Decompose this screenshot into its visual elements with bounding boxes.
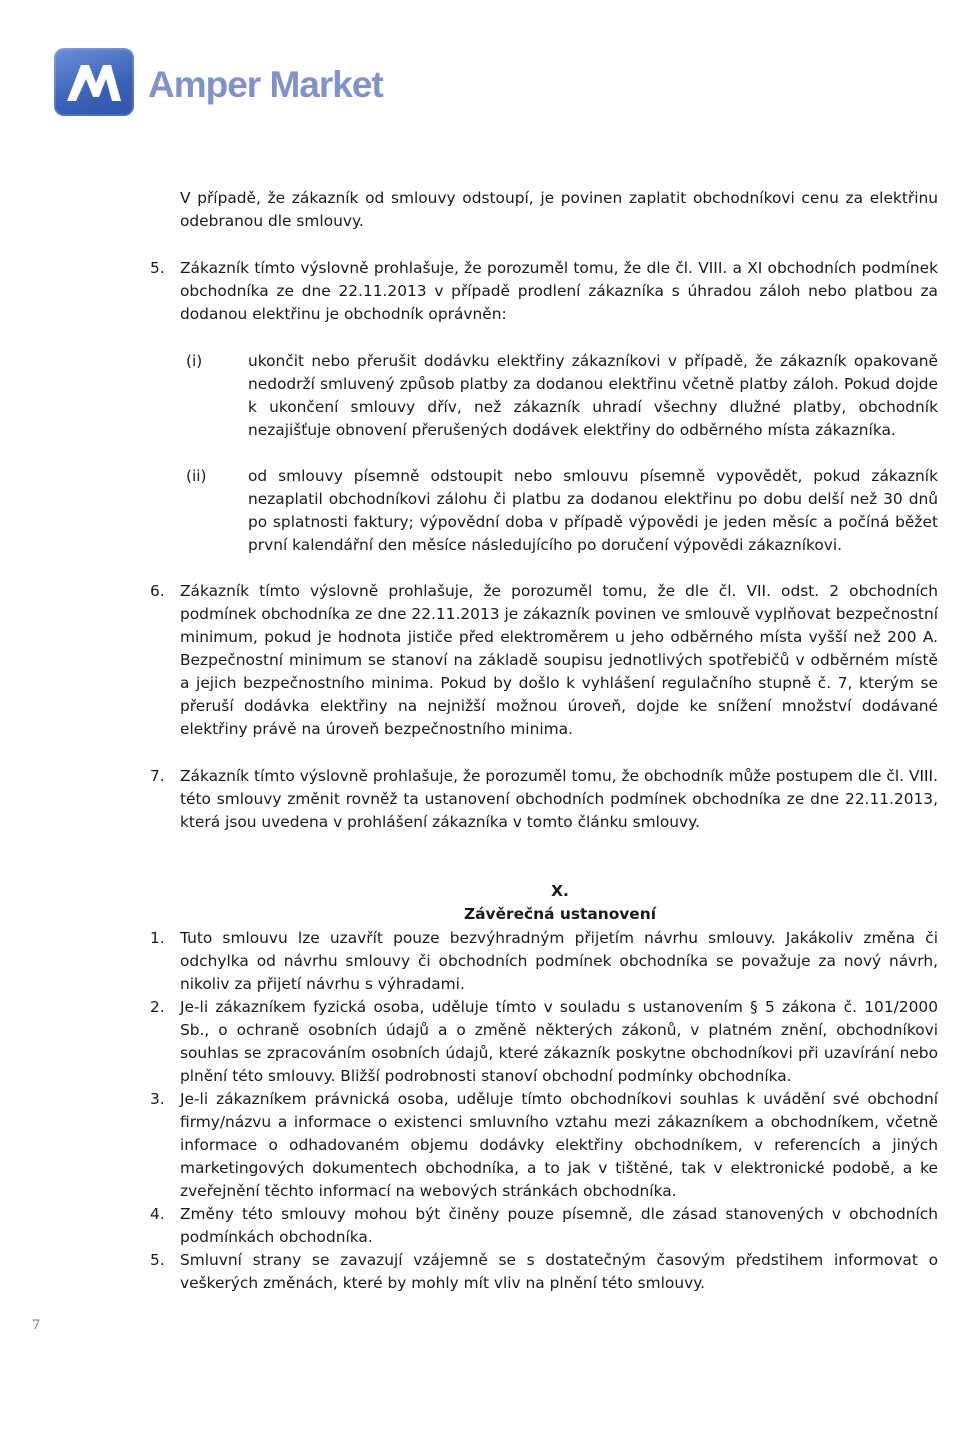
subitem-i-label: (i): [186, 352, 203, 370]
section-x-number: X.: [551, 882, 569, 900]
final-item-5-number: 5.: [150, 1251, 165, 1269]
item-5-text: Zákazník tímto výslovně prohlašuje, že porozuměl tomu, že dle čl. VIII. a XI obchodních podmínek obchodníka ze dne 22.11.2013 v případě prodlení zákazníka s úhradou záloh nebo platbou za dodanou elektřinu je obchodník oprávněn:: [180, 259, 938, 323]
document-header: [54, 48, 383, 116]
final-item-1-number: 1.: [150, 929, 165, 947]
final-item-2-text: Je-li zákazníkem fyzická osoba, uděluje tímto v souladu s ustanovením § 5 zákona č. 101/2000 Sb., o ochraně osobních údajů a o změně některých zákonů, v platném znění, obchodníkovi souhlas se zpracováním osobních údajů, které zákazník poskytne obchodníkovi při uzavírání nebo plnění této smlouvy. Bližší podrobnosti stanoví obchodní podmínky obchodníka.: [180, 998, 938, 1085]
subitem-ii-label: (ii): [186, 467, 207, 485]
page-number: 7: [32, 1318, 41, 1333]
amper-market-logo-icon: [54, 48, 134, 116]
item-5-number: 5.: [150, 259, 165, 277]
section-x-title: Závěrečná ustanovení: [464, 905, 656, 923]
final-item-1-text: Tuto smlouvu lze uzavřít pouze bezvýhradným přijetím návrhu smlouvy. Jakákoliv změna či odchylka od návrhu smlouvy či obchodních podmínek obchodníka se považuje za nový návrh, nikoliv za přijetí návrhu s výhradami.: [180, 929, 938, 993]
subitem-ii-text: od smlouvy písemně odstoupit nebo smlouvu písemně vypovědět, pokud zákazník nezaplatil obchodníkovi zálohu či platbu za dodanou elektřinu po dobu delší než 30 dnů po splatnosti faktury; výpovědní doba v případě výpovědi je jeden měsíc a počíná běžet první kalendářní den měsíce následujícího po doručení výpovědi zákazníkovi.: [248, 467, 938, 554]
item-6-text: Zákazník tímto výslovně prohlašuje, že porozuměl tomu, že dle čl. VII. odst. 2 obchodních podmínek obchodníka ze dne 22.11.2013 je zákazník povinen ve smlouvě vyplňovat bezpečnostní minimum, pokud je hodnota jističe před elektroměrem u jeho odběrného místa vyšší než 200 A. Bezpečnostní minimum se stanoví na základě soupisu jednotlivých spotřebičů v odběrném místě a jejich bezpečnostního minima. Pokud by došlo k vyhlášení regulačního stupně č. 7, kterým se přeruší dodávka elektřiny na nejnižší možnou úroveň, dojde ke snížení množství dodávané elektřiny právě na úroveň bezpečnostního minima.: [180, 582, 938, 738]
logo-mark-icon: [63, 61, 125, 103]
final-item-2-number: 2.: [150, 998, 165, 1016]
item-7-text: Zákazník tímto výslovně prohlašuje, že porozuměl tomu, že obchodník může postupem dle čl. VIII. této smlouvy změnit rovněž ta ustanovení obchodních podmínek obchodníka ze dne 22.11.2013, která jsou uvedena v prohlášení zákazníka v tomto článku smlouvy.: [180, 767, 938, 831]
final-item-4-text: Změny této smlouvy mohou být činěny pouze písemně, dle zásad stanovených v obchodních podmínkách obchodníka.: [180, 1205, 938, 1246]
brand-name: Amper Market: [148, 64, 383, 105]
intro-paragraph: V případě, že zákazník od smlouvy odstoupí, je povinen zaplatit obchodníkovi cenu za elektřinu odebranou dle smlouvy.: [180, 189, 938, 230]
item-6-number: 6.: [150, 582, 165, 600]
final-item-3-text: Je-li zákazníkem právnická osoba, uděluje tímto obchodníkovi souhlas k uvádění své obchodní firmy/názvu a informace o existenci smluvního vztahu mezi zákazníkem a obchodníkem, včetně informace o odhadovaném objemu dodávky elektřiny obchodníkem, v referencích a jiných marketingových dokumentech obchodníka, a to jak v tištěné, tak v elektronické podobě, a ke zveřejnění těchto informací na webových stránkách obchodníka.: [180, 1090, 938, 1200]
final-item-3-number: 3.: [150, 1090, 165, 1108]
final-item-4-number: 4.: [150, 1205, 165, 1223]
subitem-i-text: ukončit nebo přerušit dodávku elektřiny zákazníkovi v případě, že zákazník opakovaně nedodrží smluvený způsob platby za dodanou elektřinu včetně platby záloh. Pokud dojde k ukončení smlouvy dřív, než zákazník uhradí všechny dlužné platby, obchodník nezajišťuje obnovení přerušených dodávek elektřiny do odběrného místa zákazníka.: [248, 352, 938, 439]
item-7-number: 7.: [150, 767, 165, 785]
final-item-5-text: Smluvní strany se zavazují vzájemně se s dostatečným časovým předstihem informovat o veškerých změnách, které by mohly mít vliv na plnění této smlouvy.: [180, 1251, 938, 1292]
